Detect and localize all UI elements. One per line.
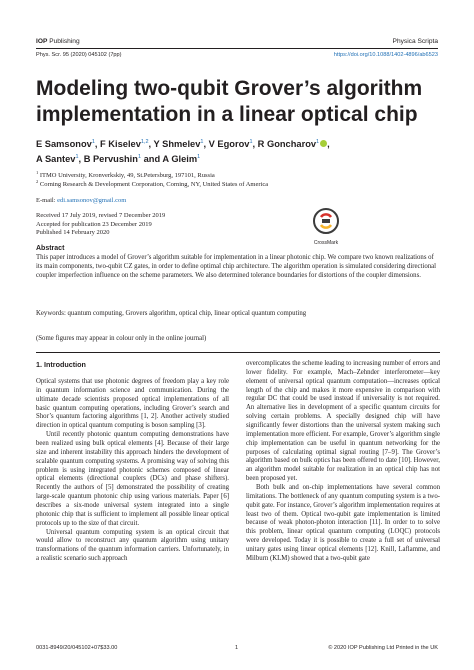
paragraph: Universal quantum computing system is an optical circuit that would allow to reconstruct any quantum algorithm using unitary transformations of the quantum information carriers. Unfortunately, in a realistic scenario such approach bbox=[36, 528, 229, 563]
crossmark-badge[interactable] bbox=[311, 208, 341, 246]
author-name: R Goncharov bbox=[257, 139, 317, 150]
abstract-text: This paper introduces a model of Grover’s algorithm suitable for implementation in a linear photonic chip. We compare two known realizations of its main components, two-qubit CZ gates, in order to define optimal chip architecture. The algorithm operation is simulated considering directional coupler imperfection influence on the scheme parameters. We also determined tolerance boundaries for distortions of the coupler dimensions. bbox=[36, 254, 437, 279]
orcid-icon[interactable] bbox=[320, 140, 327, 147]
section-divider bbox=[36, 352, 440, 353]
section-heading-introduction: 1. Introduction bbox=[36, 360, 86, 369]
author-name: A Santev bbox=[36, 153, 76, 164]
author-name: E Samsonov bbox=[36, 139, 92, 150]
header-rule bbox=[36, 48, 438, 49]
author-list: E Samsonov$^1$, F Kiselev$^{1,2}$, Y Shmelev$^1$, V Egorov$^1$, R Goncharov$^1$ , A Santev$^1$, B Pervushin$^1$ and A Gleim$^1$ bbox=[36, 139, 330, 164]
paragraph: Optical systems that use photonic degrees of freedom play a key role in quantum information science and communication. During the ultimate decade scientists proposed optical implementations of all basic quantum computing operations, including Grover’s search and Shor’s quantum factoring algorithms [1, 2]. Another actively studied direction in optical quantum computing is boson sampling [3]. bbox=[36, 378, 229, 430]
affiliation-1: $^1$ ITMO University, Kronverkskiy, 49, St.Petersburg, 197101, Russia bbox=[36, 170, 215, 180]
paragraph: overcomplicates the scheme leading to increasing number of errors and lower fidelity. For example, Mach–Zehnder interferometer—key element of universal optical quantum computation—increases optical length of the chip and makes it more expensive in comparison with regular DC that could be used instead if universality is not required. An alternative lies in development of a specific quantum circuits for solving certain problems. A specially designed chip will have significantly fewer distortions than the universal system making such implementation more efficient. For example, Grover’s algorithm single chip implementation can be useful in quantum networking for the purposes of calculating optimal signal routing [7–9]. The Grover’s algorithm based on bulk optics has been offered to date [10]. However, an algorithm model suitable for realization in an optical chip has not been proposed yet. bbox=[246, 360, 440, 483]
left-column bbox=[36, 378, 229, 564]
author-name: F Kiselev bbox=[100, 139, 141, 150]
page-number: 1 bbox=[235, 645, 239, 651]
right-column bbox=[246, 360, 440, 564]
keywords: Keywords: quantum computing, Grovers algorithm, optical chip, linear optical quantum computing bbox=[36, 310, 307, 317]
author-name: B Pervushin bbox=[83, 153, 138, 164]
affiliation-2: $^2$ Corning Research & Development Corporation, Corning, NY, United States of America bbox=[36, 179, 269, 189]
doi-link[interactable]: https://doi.org/10.1088/1402-4896/ab6523 bbox=[333, 52, 438, 58]
colour-note: (Some figures may appear in colour only in the online journal) bbox=[36, 335, 207, 342]
paper-title: Modeling two-qubit Grover’s algorithm implementation in a linear optical chip bbox=[36, 77, 423, 126]
footer-copyright: © 2020 IOP Publishing Ltd Printed in the UK bbox=[328, 645, 438, 651]
email-link[interactable]: edi.samsonov@gmail.com bbox=[57, 197, 127, 204]
email-line: E-mail: edi.samsonov@gmail.com bbox=[36, 197, 127, 204]
author-name: Y Shmelev bbox=[153, 139, 201, 150]
crossmark-icon bbox=[313, 208, 339, 234]
journal-name: Physica Scripta bbox=[392, 38, 438, 45]
author-name: A Gleim bbox=[162, 153, 198, 164]
publication-dates: Received 17 July 2019, revised 7 December 2019 Accepted for publication 23 December 2019 Published 14 February 2020 bbox=[36, 212, 166, 237]
crossmark-label: CrossMark bbox=[313, 240, 339, 246]
footer-issn: 0031-8949/20/045102+07$33.00 bbox=[36, 645, 118, 651]
paragraph: Both bulk and on-chip implementations have several common limitations. The bottleneck of any quantum computing system is a two-qubit gate. For instance, Grover’s algorithm implementation requires at least two of them. Optical two-qubit gate implementation is limited because of weak photon-photon interaction [11]. In order to to solve this problem, linear optical quantum computing (LOQC) protocols were developed. Today it is possible to create a full set of universal unitary gates using linear optical elements [12]. Knill, Laflamme, and Milburn (KLM) showed that a two-qubit gate bbox=[246, 484, 440, 562]
abstract-heading: Abstract bbox=[36, 245, 65, 252]
citation-line: Phys. Scr. 95 (2020) 045102 (7pp) bbox=[36, 52, 122, 58]
paragraph: Until recently photonic quantum computing demonstrations have been realized using bulk optical elements [4]. Because of their large size and inherent instability this approach hinders the development of scalable quantum computing systems. A promising way of solving this problem is using integrated photonic schemes composed of linear optical elements (directional couplers (DCs) and phase shifters). Recently the authors of [5] demonstrated the possibility of creating large-scale quantum photonic chip using various materials. Paper [6] describes a six-mode universal system integrated into a single photonic chip that is sufficient to implement all possible linear optical protocols up to the size of that circuit. bbox=[36, 431, 229, 527]
author-name: V Egorov bbox=[208, 139, 250, 150]
publisher-name: IOP Publishing bbox=[36, 38, 80, 45]
